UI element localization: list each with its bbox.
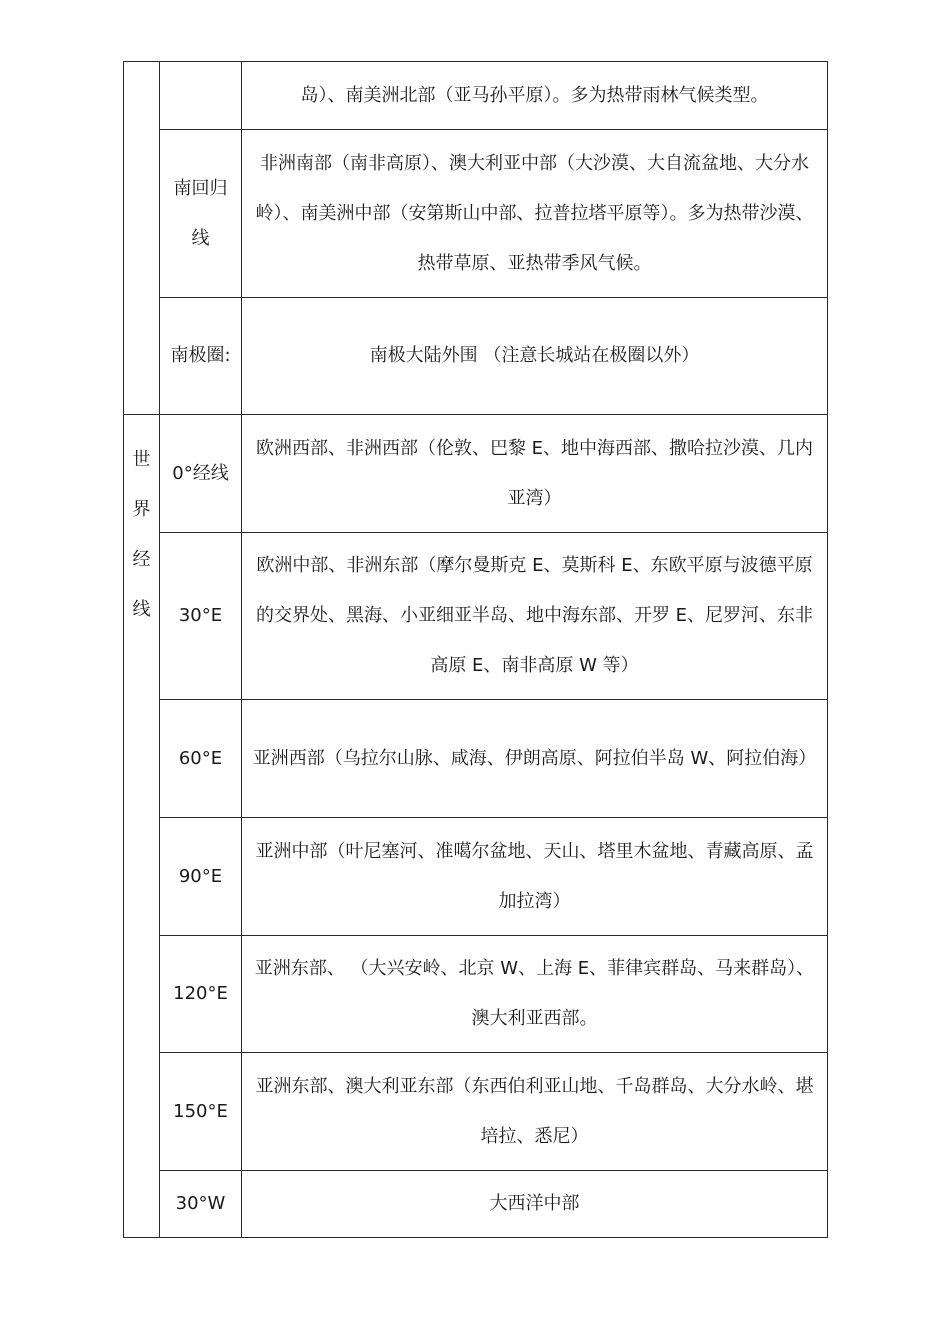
row-name <box>160 62 242 130</box>
group-label-cell <box>124 415 160 1238</box>
row-description: 大西洋中部 <box>242 1171 828 1238</box>
row-name: 150°E <box>160 1053 242 1171</box>
table-row <box>124 1053 828 1171</box>
row-name: 90°E <box>160 818 242 936</box>
row-name: 30°W <box>160 1171 242 1238</box>
row-name: 30°E <box>160 533 242 700</box>
row-description: 非洲南部（南非高原）、澳大利亚中部（大沙漠、大自流盆地、大分水岭）、南美洲中部（安第斯山中部、拉普拉塔平原等）。多为热带沙漠、热带草原、亚热带季风气候。 <box>242 130 828 298</box>
row-description: 欧洲中部、非洲东部（摩尔曼斯克 E、莫斯科 E、东欧平原与波德平原的交界处、黑海、小亚细亚半岛、地中海东部、开罗 E、尼罗河、东非高原 E、南非高原 W 等） <box>242 533 828 700</box>
row-description: 亚洲西部（乌拉尔山脉、咸海、伊朗高原、阿拉伯半岛 W、阿拉伯海） <box>242 700 828 818</box>
row-name: 60°E <box>160 700 242 818</box>
table-row <box>124 700 828 818</box>
row-description: 亚洲东部、 （大兴安岭、北京 W、上海 E、菲律宾群岛、马来群岛）、澳大利亚西部。 <box>242 936 828 1053</box>
table-row <box>124 936 828 1053</box>
table-row <box>124 1171 828 1238</box>
row-name: 南回归线 <box>160 130 242 298</box>
table-row <box>124 818 828 936</box>
row-description: 南极大陆外围 （注意长城站在极圈以外） <box>242 298 828 415</box>
table-row <box>124 415 828 533</box>
row-description: 亚洲东部、澳大利亚东部（东西伯利亚山地、千岛群岛、大分水岭、堪培拉、悉尼） <box>242 1053 828 1171</box>
table-row <box>124 62 828 130</box>
row-description: 欧洲西部、非洲西部（伦敦、巴黎 E、地中海西部、撒哈拉沙漠、几内亚湾） <box>242 415 828 533</box>
group-cell-continued <box>124 62 160 415</box>
table-row <box>124 130 828 298</box>
table-row <box>124 298 828 415</box>
row-name: 0°经线 <box>160 415 242 533</box>
row-description: 亚洲中部（叶尼塞河、准噶尔盆地、天山、塔里木盆地、青藏高原、孟加拉湾） <box>242 818 828 936</box>
row-name: 120°E <box>160 936 242 1053</box>
row-name: 南极圈: <box>160 298 242 415</box>
table-row <box>124 533 828 700</box>
group-label: 世界经线 <box>132 449 151 620</box>
geography-table <box>123 61 828 1238</box>
row-description: 岛）、南美洲北部（亚马孙平原）。多为热带雨林气候类型。 <box>242 62 828 130</box>
